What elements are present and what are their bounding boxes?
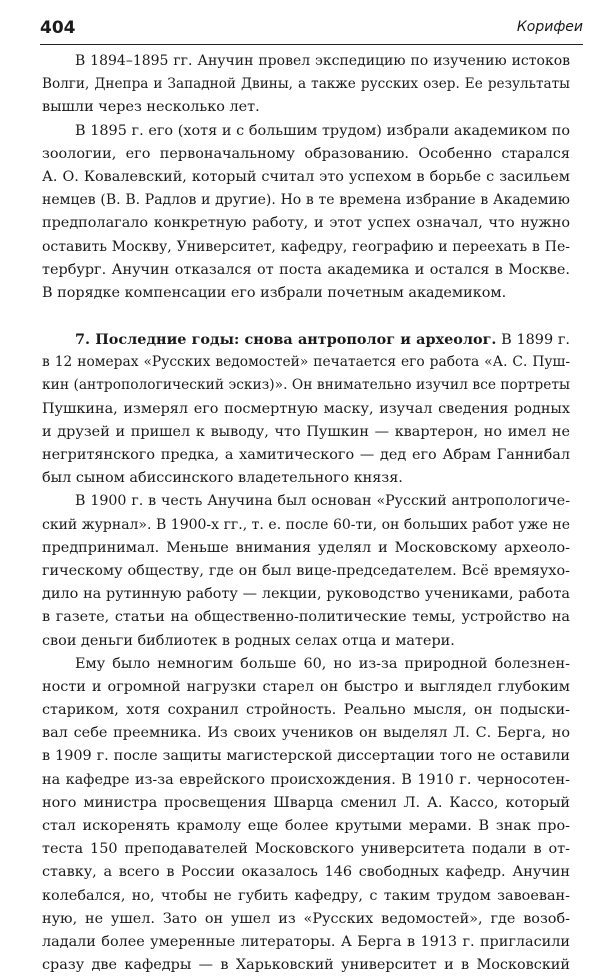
- text-line: зоологии, его первоначальному образованию. Особенно старался: [42, 145, 570, 162]
- text-line: ставку, а всего в России оказалось 146 свободных кафедр. Анучин: [42, 864, 570, 881]
- page-header: [40, 14, 583, 45]
- text-line: вышли через несколько лет.: [42, 99, 260, 116]
- text-line: негритянского предка, а хамитического — дед его Абрам Ганнибал: [42, 447, 570, 463]
- text-line: предполагало конкретную работу, и этот успех означал, что нужно: [42, 215, 570, 232]
- text-line: Волги, Днепра и Западной Двины, а также русских озер. Ее результаты: [42, 76, 570, 93]
- text-line: стал искоренять крамолу еще более крутыми мерами. В знак про-: [42, 818, 570, 834]
- section-gap: [42, 305, 570, 328]
- text-line: вал себе преемника. Из своих учеников он выделял Л. С. Берга, но: [42, 725, 570, 742]
- text-line: В 1900 г. в честь Анучина был основан «Русский антропологиче-: [75, 493, 570, 510]
- paragraph: [42, 120, 570, 306]
- text-line: стариком, хотя сохранил стройность. Реально мысля, он подыски-: [42, 702, 570, 719]
- text-line: ский журнал». В 1900-х гг., т. е. после 60-ти, он больших работ уже не: [42, 516, 570, 533]
- text-line: на кафедре из-за еврейского происхождения. В 1910 г. черносотен-: [42, 771, 570, 788]
- paragraph: [42, 490, 570, 652]
- text-line: кин (антропологический эскиз)». Он внимательно изучил все портреты: [42, 377, 570, 394]
- text-line: В порядке компенсации его избрали почетным академиком.: [42, 284, 507, 301]
- running-title: Корифеи: [516, 19, 583, 35]
- text-line: ладали более умеренные литераторы. А Берга в 1913 г. пригласили: [42, 933, 570, 950]
- text-line: оставить Москву, Университет, кафедру, географию и переехать в Пе-: [42, 238, 570, 255]
- text-line: Пушкина, измерял его посмертную маску, изучал сведения родных: [42, 400, 570, 417]
- body-text: [42, 50, 570, 977]
- text-line: ного министра просвещения Шварца сменил Л. А. Кассо, который: [42, 794, 570, 811]
- paragraph: [42, 50, 570, 120]
- text-line: А. О. Ковалевский, который считал это успехом в борьбе с засильем: [42, 168, 570, 185]
- text-line: В 1894–1895 гг. Анучин провел экспедицию по изучению истоков: [75, 53, 570, 69]
- paragraph: [42, 653, 570, 977]
- text-line: ную, не ушел. Зато он ушел из «Русских ведомостей», где возоб-: [42, 910, 570, 927]
- text-line: гическому обществу, где он был вице-председателем. Всё времяухо-: [42, 562, 570, 579]
- section-heading: 7. Последние годы: снова антрополог и археолог.: [75, 331, 497, 349]
- text-line: в 12 номерах «Русских ведомостей» печатается его работа «А. С. Пуш-: [42, 354, 570, 371]
- text-line: В 1895 г. его (хотя и с большим трудом) избрали академиком по: [75, 122, 570, 139]
- text-fragment: В 1899 г.: [496, 332, 570, 349]
- text-line: немцев (В. В. Радлов и другие). Но в те времена избрание в Академию: [42, 192, 570, 209]
- text-line: дило на рутинную работу — лекции, руководство учениками, работа: [42, 586, 570, 603]
- text-line: Ему было немногим больше 60, но из-за природной болезнен-: [75, 655, 570, 672]
- text-line: тербург. Анучин отказался от поста академика и остался в Москве.: [42, 261, 570, 278]
- page-number: 404: [40, 18, 76, 38]
- text-line: теста 150 преподавателей Московского университета подали в от-: [42, 841, 570, 858]
- text-line: и друзей и пришел к выводу, что Пушкин — квартерон, но имел не: [42, 423, 570, 440]
- text-line: свои деньги библиотек в родных селах отца и матери.: [42, 632, 455, 649]
- text-line: предпринимал. Меньше внимания уделял и Московскому археоло-: [42, 539, 570, 556]
- text-line: ности и огромной нагрузки старел он быстро и выглядел глубоким: [42, 678, 570, 695]
- text-line: сразу две кафедры — в Харьковский университет и в Московский: [42, 957, 570, 974]
- text-line: в газете, статьи на общественно-политические темы, устройство на: [42, 609, 570, 626]
- text-line: колебался, но, чтобы не губить кафедру, с таким трудом завоеван-: [42, 887, 570, 904]
- paragraph: [42, 328, 570, 490]
- text-line: был сыном абиссинского владетельного князя.: [42, 470, 403, 487]
- text-line: [42, 328, 570, 351]
- text-line: в 1909 г. после защиты магистерской диссертации того не оставили: [42, 748, 570, 765]
